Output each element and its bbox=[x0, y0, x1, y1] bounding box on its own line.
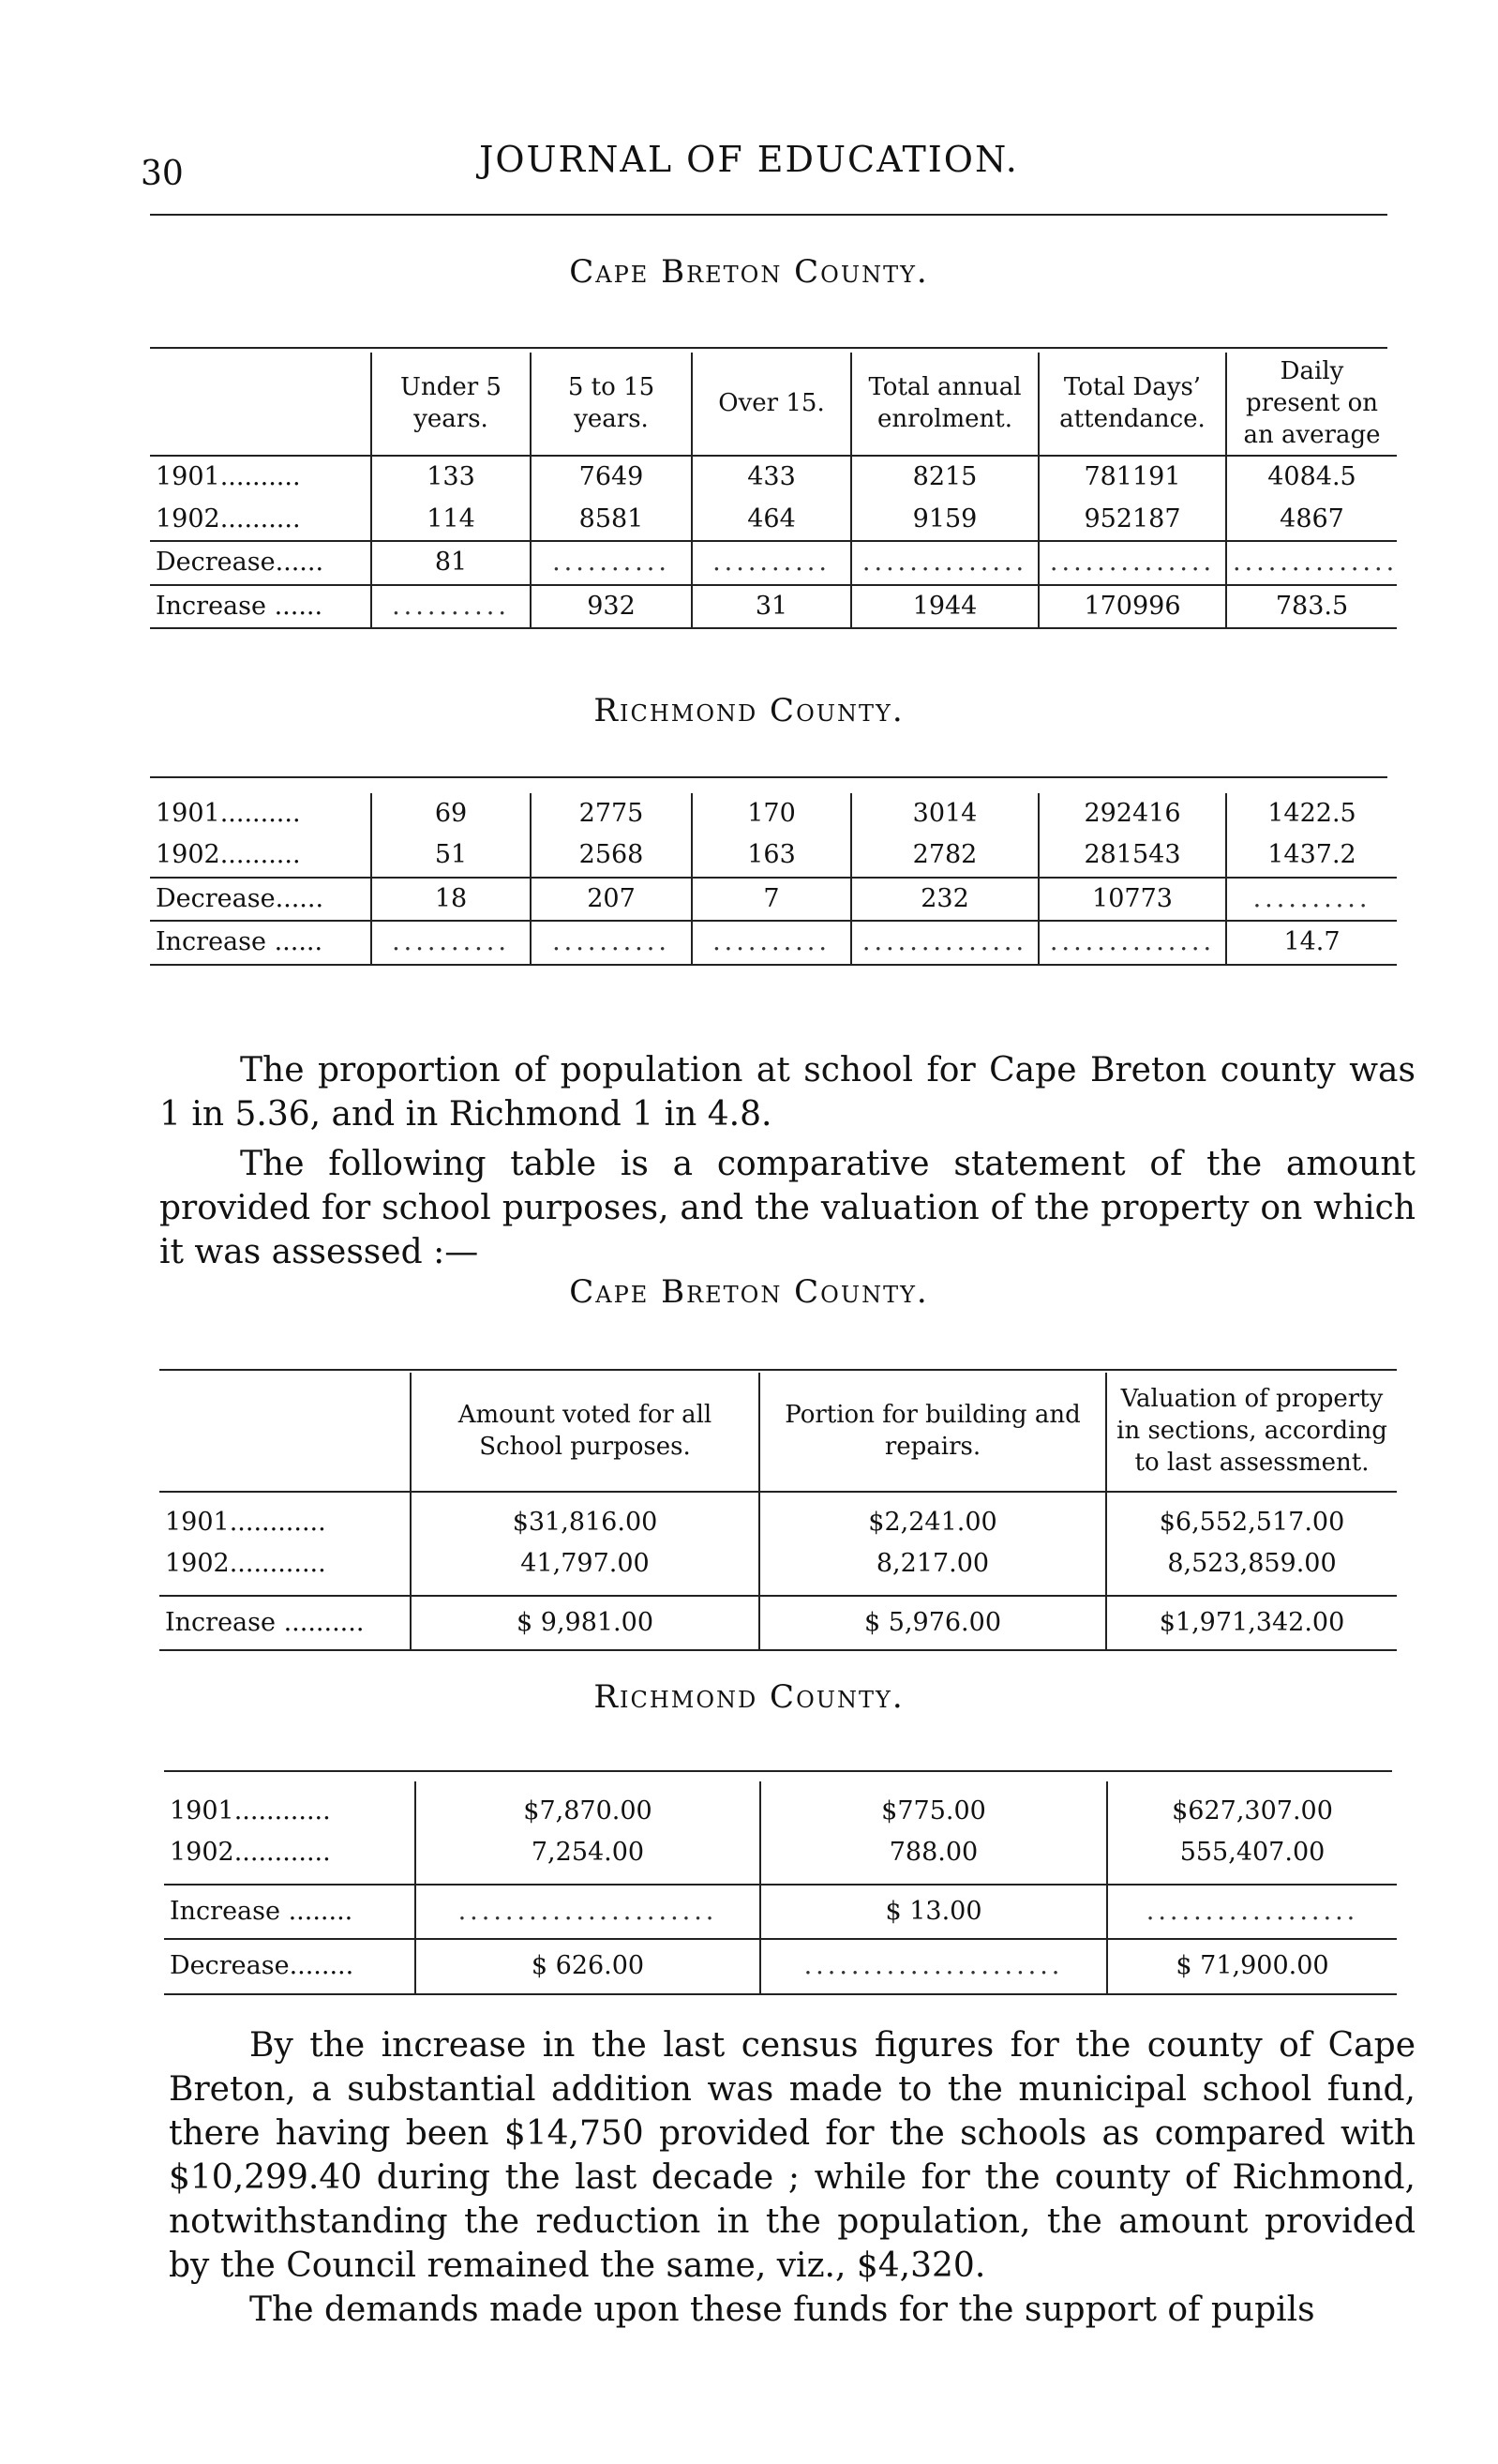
header-rule bbox=[150, 214, 1387, 216]
table-cell: .............. bbox=[1226, 541, 1397, 584]
table4-top-rule bbox=[164, 1770, 1392, 1772]
table-cell: $6,552,517.00 bbox=[1106, 1492, 1397, 1543]
table-cell: .......... bbox=[692, 921, 851, 964]
table1-header-cell: 5 to 15 years. bbox=[531, 353, 692, 456]
table-cell: 2568 bbox=[531, 834, 692, 877]
row-label: 1901.......... bbox=[156, 462, 301, 492]
row-label: Decrease........ bbox=[164, 1939, 415, 1993]
row-label: Decrease...... bbox=[150, 541, 371, 584]
table1-header-blank bbox=[150, 353, 371, 456]
page-number: 30 bbox=[141, 155, 184, 193]
row-label: Increase ...... bbox=[150, 921, 371, 964]
row-label: Increase .......... bbox=[159, 1596, 411, 1650]
table-cell: 464 bbox=[692, 499, 851, 541]
table-cell: $ 9,981.00 bbox=[411, 1596, 759, 1650]
table-cell: 8581 bbox=[531, 499, 692, 541]
table-cell: 114 bbox=[371, 499, 531, 541]
table1-title: Cape Breton County. bbox=[569, 253, 929, 291]
table-cell: .......... bbox=[1226, 878, 1397, 921]
table-row bbox=[150, 878, 1397, 921]
table-cell: .......... bbox=[371, 921, 531, 964]
table-cell: 51 bbox=[371, 834, 531, 877]
table3-top-rule bbox=[159, 1369, 1397, 1371]
paragraph-demands: The demands made upon these funds for the support of pupils bbox=[249, 2291, 1315, 2329]
table3-header-row bbox=[159, 1373, 1397, 1492]
table-cell: 781191 bbox=[1039, 456, 1226, 498]
row-label: 1902.......... bbox=[156, 840, 301, 870]
table1-header-cell: Total Days’ attendance. bbox=[1039, 353, 1226, 456]
row-label: 1902.......... bbox=[156, 503, 301, 533]
table1-header-cell: Under 5 years. bbox=[371, 353, 531, 456]
table-cell: 3014 bbox=[851, 793, 1039, 834]
table-cell: 7649 bbox=[531, 456, 692, 498]
table-cell: 783.5 bbox=[1226, 585, 1397, 628]
table-cell: .................. bbox=[1107, 1885, 1397, 1939]
table-row bbox=[150, 541, 1397, 584]
table-row bbox=[150, 793, 1397, 834]
table-cell: .............. bbox=[1039, 921, 1226, 964]
table-cell: 10773 bbox=[1039, 878, 1226, 921]
table1-header-cell: Daily present on an average bbox=[1226, 353, 1397, 456]
table1-top-rule bbox=[150, 347, 1387, 349]
table-cell: 4867 bbox=[1226, 499, 1397, 541]
row-label: Decrease...... bbox=[150, 878, 371, 921]
table-cell: .............. bbox=[851, 921, 1039, 964]
table-cell: 14.7 bbox=[1226, 921, 1397, 964]
table-cell: 69 bbox=[371, 793, 531, 834]
table-cell: 433 bbox=[692, 456, 851, 498]
table-cell: 170996 bbox=[1039, 585, 1226, 628]
table3-title: Cape Breton County. bbox=[569, 1273, 929, 1311]
table-cell: 788.00 bbox=[760, 1832, 1107, 1884]
table-cell: 1422.5 bbox=[1226, 793, 1397, 834]
table-cell: 1944 bbox=[851, 585, 1039, 628]
table-cell: $2,241.00 bbox=[759, 1492, 1106, 1543]
table3-header-cell: Valuation of property in sections, according to last assessment. bbox=[1106, 1373, 1397, 1492]
table-row bbox=[159, 1543, 1397, 1595]
row-label: Increase ........ bbox=[164, 1885, 415, 1939]
table3-header-blank bbox=[159, 1373, 411, 1492]
table-cell: 1437.2 bbox=[1226, 834, 1397, 877]
table-cell: 133 bbox=[371, 456, 531, 498]
table-cell: 81 bbox=[371, 541, 531, 584]
table-cell: 207 bbox=[531, 878, 692, 921]
table-cell: ...................... bbox=[760, 1939, 1107, 1993]
table-cell: 232 bbox=[851, 878, 1039, 921]
table-row bbox=[164, 1832, 1397, 1884]
table3-header-cell: Portion for building and repairs. bbox=[759, 1373, 1106, 1492]
table1-header-cell: Over 15. bbox=[692, 353, 851, 456]
row-label: Increase ...... bbox=[150, 585, 371, 628]
table-cell: 18 bbox=[371, 878, 531, 921]
table-row bbox=[159, 1596, 1397, 1650]
table-cell: 2775 bbox=[531, 793, 692, 834]
table-cell: 8,523,859.00 bbox=[1106, 1543, 1397, 1595]
table-cell: ...................... bbox=[415, 1885, 760, 1939]
table-cell: $7,870.00 bbox=[415, 1781, 760, 1832]
table3 bbox=[159, 1373, 1397, 1651]
table2-top-rule bbox=[150, 776, 1387, 778]
table-cell: 41,797.00 bbox=[411, 1543, 759, 1595]
running-title: JOURNAL OF EDUCATION. bbox=[479, 139, 1019, 180]
paragraph-comparative: The following table is a comparative statement of the amount provided for school purposes, and the valuation of the property on which it was assessed :— bbox=[159, 1145, 1416, 1271]
table-cell: $31,816.00 bbox=[411, 1492, 759, 1543]
table-row bbox=[150, 834, 1397, 877]
row-label: 1901.......... bbox=[156, 799, 301, 828]
row-label: 1901............ bbox=[170, 1796, 331, 1825]
table-cell: 555,407.00 bbox=[1107, 1832, 1397, 1884]
table-cell: .......... bbox=[531, 921, 692, 964]
paragraph-census-increase: By the increase in the last census figures for the county of Cape Breton, a substantial addition was made to the municipal school fund, there having been $14,750 provided for the schools as compared with $10,299.40 during the last decade ; while for the county of Richmond, notwithstanding the reduction in the population, the amount provided by the Council remained the same, viz., $4,320. bbox=[169, 2026, 1416, 2285]
table2-title: Richmond County. bbox=[593, 692, 905, 729]
table-cell: 7,254.00 bbox=[415, 1832, 760, 1884]
table2 bbox=[150, 793, 1397, 966]
paragraph-proportion: The proportion of population at school for Cape Breton county was 1 in 5.36, and in Richmond 1 in 4.8. bbox=[159, 1051, 1416, 1134]
table-cell: 170 bbox=[692, 793, 851, 834]
row-label: 1901............ bbox=[165, 1508, 326, 1537]
table-row bbox=[164, 1781, 1397, 1832]
table-cell: 8215 bbox=[851, 456, 1039, 498]
table-cell: 932 bbox=[531, 585, 692, 628]
table-row bbox=[164, 1939, 1397, 1993]
table-cell: 952187 bbox=[1039, 499, 1226, 541]
table-cell: $1,971,342.00 bbox=[1106, 1596, 1397, 1650]
table-cell: 8,217.00 bbox=[759, 1543, 1106, 1595]
table-cell: $ 71,900.00 bbox=[1107, 1939, 1397, 1993]
table-cell: 163 bbox=[692, 834, 851, 877]
table-cell: $ 626.00 bbox=[415, 1939, 760, 1993]
table-cell: .......... bbox=[692, 541, 851, 584]
table-cell: 2782 bbox=[851, 834, 1039, 877]
table-cell: $ 13.00 bbox=[760, 1885, 1107, 1939]
table-cell: 4084.5 bbox=[1226, 456, 1397, 498]
table-cell: $ 5,976.00 bbox=[759, 1596, 1106, 1650]
table1-header-cell: Total annual enrolment. bbox=[851, 353, 1039, 456]
table-cell: .............. bbox=[851, 541, 1039, 584]
table-row bbox=[150, 499, 1397, 541]
table-row bbox=[150, 456, 1397, 498]
table-cell: 292416 bbox=[1039, 793, 1226, 834]
table-row bbox=[164, 1885, 1397, 1939]
table-row bbox=[150, 585, 1397, 628]
table1 bbox=[150, 353, 1397, 629]
table-cell: 7 bbox=[692, 878, 851, 921]
table-cell: .............. bbox=[1039, 541, 1226, 584]
row-label: 1902............ bbox=[165, 1549, 326, 1579]
table-cell: .......... bbox=[371, 585, 531, 628]
table-cell: 281543 bbox=[1039, 834, 1226, 877]
table4-title: Richmond County. bbox=[593, 1678, 905, 1716]
table-cell: .......... bbox=[531, 541, 692, 584]
table-cell: $775.00 bbox=[760, 1781, 1107, 1832]
table-cell: 31 bbox=[692, 585, 851, 628]
table-cell: $627,307.00 bbox=[1107, 1781, 1397, 1832]
table-cell: 9159 bbox=[851, 499, 1039, 541]
table4 bbox=[164, 1781, 1397, 1995]
table-row bbox=[150, 921, 1397, 964]
row-label: 1902............ bbox=[170, 1838, 331, 1868]
table-row bbox=[159, 1492, 1397, 1543]
table3-header-cell: Amount voted for all School purposes. bbox=[411, 1373, 759, 1492]
table1-header-row bbox=[150, 353, 1397, 456]
